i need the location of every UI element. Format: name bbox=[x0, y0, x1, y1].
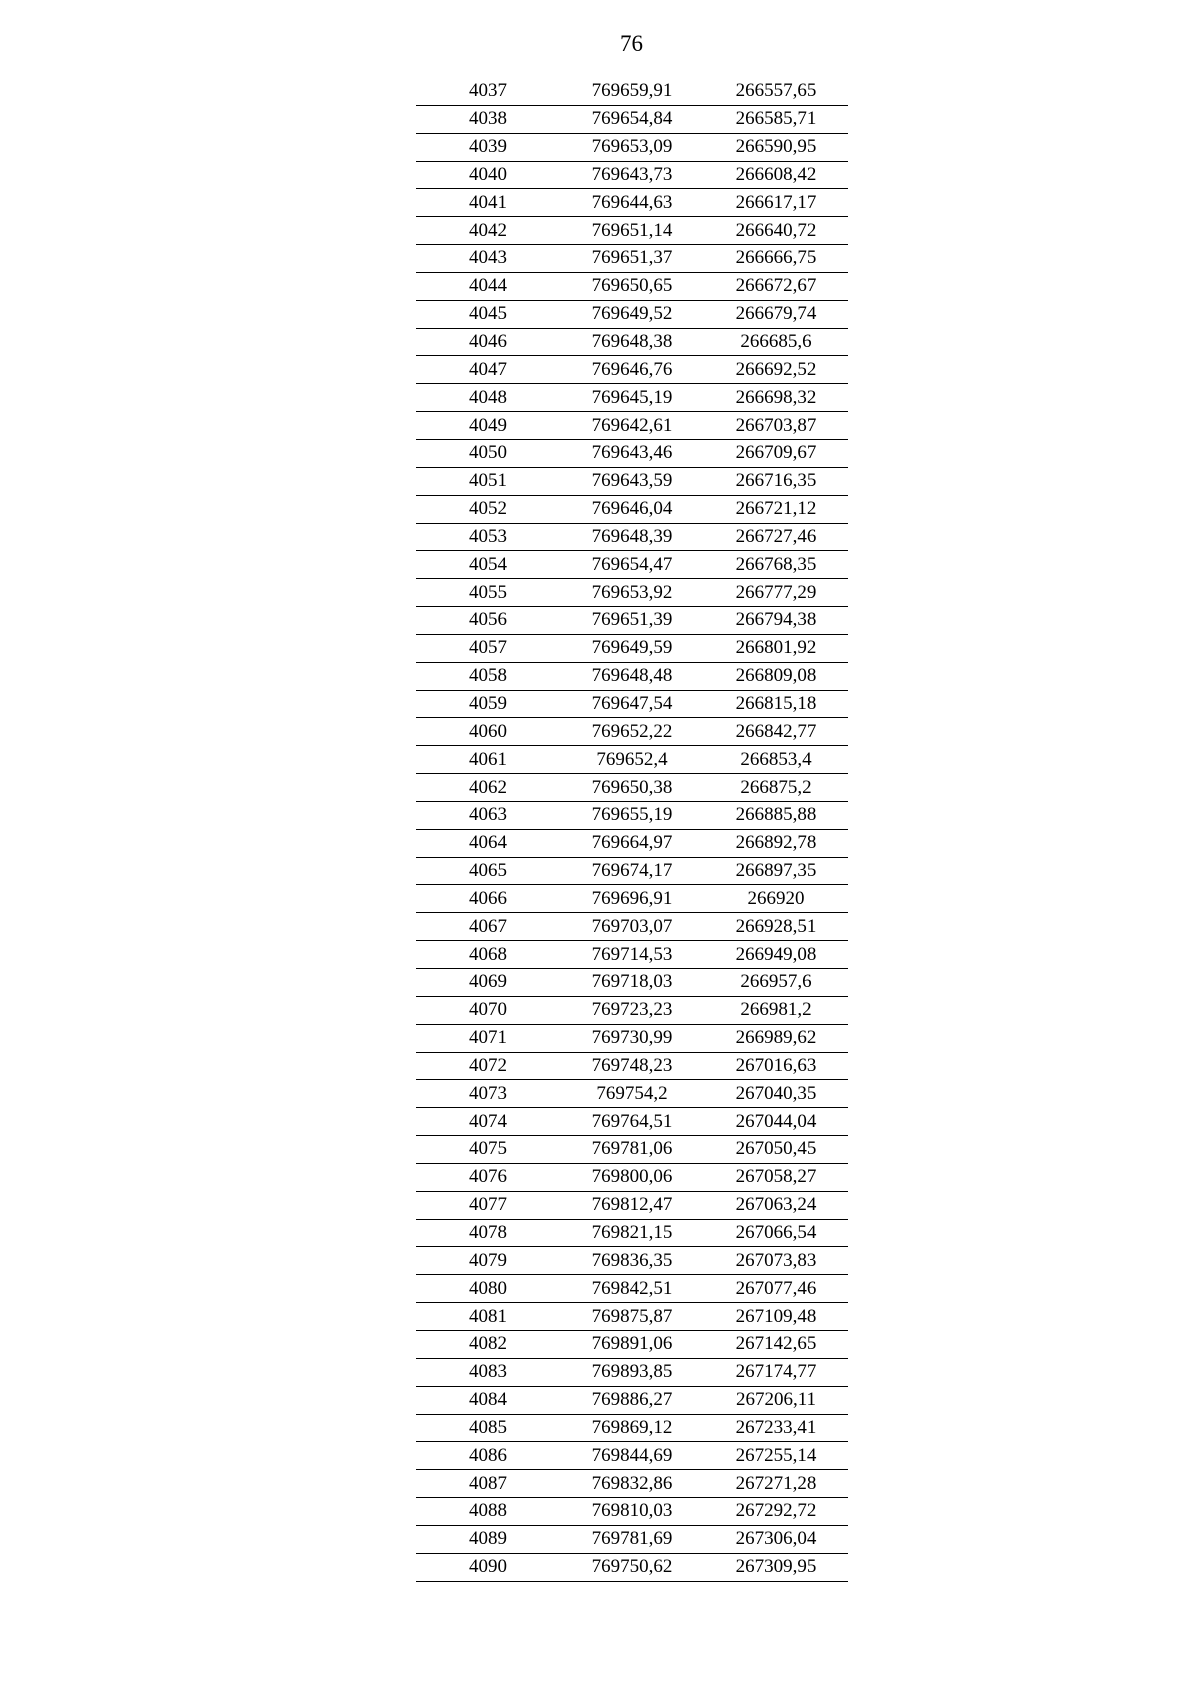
x-coordinate-cell: 769821,15 bbox=[560, 1219, 704, 1247]
y-coordinate-cell: 266885,88 bbox=[704, 801, 848, 829]
table-row bbox=[416, 607, 848, 635]
point-number-cell: 4086 bbox=[416, 1442, 560, 1470]
y-coordinate-cell: 267206,11 bbox=[704, 1386, 848, 1414]
table-row bbox=[416, 495, 848, 523]
x-coordinate-cell: 769643,59 bbox=[560, 467, 704, 495]
table-row bbox=[416, 551, 848, 579]
point-number-cell: 4046 bbox=[416, 328, 560, 356]
x-coordinate-cell: 769674,17 bbox=[560, 857, 704, 885]
x-coordinate-cell: 769836,35 bbox=[560, 1247, 704, 1275]
y-coordinate-cell: 267073,83 bbox=[704, 1247, 848, 1275]
point-number-cell: 4076 bbox=[416, 1163, 560, 1191]
point-number-cell: 4039 bbox=[416, 133, 560, 161]
table-row bbox=[416, 78, 848, 105]
point-number-cell: 4059 bbox=[416, 690, 560, 718]
table-row bbox=[416, 829, 848, 857]
table-row bbox=[416, 996, 848, 1024]
y-coordinate-cell: 266794,38 bbox=[704, 607, 848, 635]
x-coordinate-cell: 769832,86 bbox=[560, 1470, 704, 1498]
y-coordinate-cell: 266727,46 bbox=[704, 523, 848, 551]
y-coordinate-cell: 266842,77 bbox=[704, 718, 848, 746]
point-number-cell: 4054 bbox=[416, 551, 560, 579]
x-coordinate-cell: 769645,19 bbox=[560, 384, 704, 412]
table-row bbox=[416, 1247, 848, 1275]
table-row bbox=[416, 1386, 848, 1414]
point-number-cell: 4064 bbox=[416, 829, 560, 857]
x-coordinate-cell: 769810,03 bbox=[560, 1498, 704, 1526]
y-coordinate-cell: 267063,24 bbox=[704, 1191, 848, 1219]
x-coordinate-cell: 769750,62 bbox=[560, 1553, 704, 1581]
x-coordinate-cell: 769652,4 bbox=[560, 746, 704, 774]
y-coordinate-cell: 266981,2 bbox=[704, 996, 848, 1024]
y-coordinate-cell: 266853,4 bbox=[704, 746, 848, 774]
table-row bbox=[416, 412, 848, 440]
x-coordinate-cell: 769754,2 bbox=[560, 1080, 704, 1108]
x-coordinate-cell: 769647,54 bbox=[560, 690, 704, 718]
table-row bbox=[416, 384, 848, 412]
point-number-cell: 4048 bbox=[416, 384, 560, 412]
table-row bbox=[416, 634, 848, 662]
x-coordinate-cell: 769696,91 bbox=[560, 885, 704, 913]
point-number-cell: 4044 bbox=[416, 272, 560, 300]
y-coordinate-cell: 266801,92 bbox=[704, 634, 848, 662]
point-number-cell: 4084 bbox=[416, 1386, 560, 1414]
point-number-cell: 4074 bbox=[416, 1108, 560, 1136]
x-coordinate-cell: 769844,69 bbox=[560, 1442, 704, 1470]
point-number-cell: 4089 bbox=[416, 1525, 560, 1553]
x-coordinate-cell: 769651,14 bbox=[560, 217, 704, 245]
x-coordinate-cell: 769893,85 bbox=[560, 1358, 704, 1386]
x-coordinate-cell: 769891,06 bbox=[560, 1330, 704, 1358]
point-number-cell: 4043 bbox=[416, 245, 560, 273]
point-number-cell: 4051 bbox=[416, 467, 560, 495]
x-coordinate-cell: 769748,23 bbox=[560, 1052, 704, 1080]
point-number-cell: 4077 bbox=[416, 1191, 560, 1219]
y-coordinate-cell: 266928,51 bbox=[704, 913, 848, 941]
table-row bbox=[416, 161, 848, 189]
table-row bbox=[416, 328, 848, 356]
point-number-cell: 4085 bbox=[416, 1414, 560, 1442]
page-number: 76 bbox=[620, 31, 643, 56]
x-coordinate-cell: 769869,12 bbox=[560, 1414, 704, 1442]
point-number-cell: 4078 bbox=[416, 1219, 560, 1247]
table-row bbox=[416, 857, 848, 885]
table-row bbox=[416, 746, 848, 774]
table-row bbox=[416, 467, 848, 495]
table-row bbox=[416, 356, 848, 384]
table-row bbox=[416, 105, 848, 133]
table-row bbox=[416, 801, 848, 829]
y-coordinate-cell: 267309,95 bbox=[704, 1553, 848, 1581]
x-coordinate-cell: 769653,09 bbox=[560, 133, 704, 161]
x-coordinate-cell: 769648,38 bbox=[560, 328, 704, 356]
table-row bbox=[416, 662, 848, 690]
point-number-cell: 4063 bbox=[416, 801, 560, 829]
point-number-cell: 4056 bbox=[416, 607, 560, 635]
point-number-cell: 4070 bbox=[416, 996, 560, 1024]
y-coordinate-cell: 266989,62 bbox=[704, 1024, 848, 1052]
table-row bbox=[416, 969, 848, 997]
table-row bbox=[416, 1275, 848, 1303]
y-coordinate-cell: 266557,65 bbox=[704, 78, 848, 105]
table-row bbox=[416, 217, 848, 245]
point-number-cell: 4052 bbox=[416, 495, 560, 523]
y-coordinate-cell: 267040,35 bbox=[704, 1080, 848, 1108]
x-coordinate-cell: 769652,22 bbox=[560, 718, 704, 746]
y-coordinate-cell: 266685,6 bbox=[704, 328, 848, 356]
coordinates-table-body bbox=[416, 78, 848, 1581]
point-number-cell: 4068 bbox=[416, 941, 560, 969]
x-coordinate-cell: 769664,97 bbox=[560, 829, 704, 857]
table-row bbox=[416, 690, 848, 718]
table-row bbox=[416, 1108, 848, 1136]
x-coordinate-cell: 769646,76 bbox=[560, 356, 704, 384]
table-row bbox=[416, 189, 848, 217]
x-coordinate-cell: 769642,61 bbox=[560, 412, 704, 440]
x-coordinate-cell: 769886,27 bbox=[560, 1386, 704, 1414]
point-number-cell: 4087 bbox=[416, 1470, 560, 1498]
y-coordinate-cell: 266716,35 bbox=[704, 467, 848, 495]
point-number-cell: 4065 bbox=[416, 857, 560, 885]
y-coordinate-cell: 267233,41 bbox=[704, 1414, 848, 1442]
point-number-cell: 4038 bbox=[416, 105, 560, 133]
coordinates-table bbox=[416, 78, 848, 1582]
point-number-cell: 4090 bbox=[416, 1553, 560, 1581]
point-number-cell: 4088 bbox=[416, 1498, 560, 1526]
y-coordinate-cell: 266815,18 bbox=[704, 690, 848, 718]
point-number-cell: 4040 bbox=[416, 161, 560, 189]
y-coordinate-cell: 266679,74 bbox=[704, 300, 848, 328]
x-coordinate-cell: 769703,07 bbox=[560, 913, 704, 941]
point-number-cell: 4072 bbox=[416, 1052, 560, 1080]
table-row bbox=[416, 885, 848, 913]
point-number-cell: 4060 bbox=[416, 718, 560, 746]
x-coordinate-cell: 769659,91 bbox=[560, 78, 704, 105]
table-row bbox=[416, 1498, 848, 1526]
point-number-cell: 4081 bbox=[416, 1303, 560, 1331]
y-coordinate-cell: 267271,28 bbox=[704, 1470, 848, 1498]
table-row bbox=[416, 1470, 848, 1498]
table-row bbox=[416, 272, 848, 300]
y-coordinate-cell: 267109,48 bbox=[704, 1303, 848, 1331]
point-number-cell: 4079 bbox=[416, 1247, 560, 1275]
point-number-cell: 4067 bbox=[416, 913, 560, 941]
x-coordinate-cell: 769650,38 bbox=[560, 774, 704, 802]
y-coordinate-cell: 266703,87 bbox=[704, 412, 848, 440]
y-coordinate-cell: 266777,29 bbox=[704, 579, 848, 607]
x-coordinate-cell: 769875,87 bbox=[560, 1303, 704, 1331]
y-coordinate-cell: 266698,32 bbox=[704, 384, 848, 412]
table-row bbox=[416, 133, 848, 161]
point-number-cell: 4082 bbox=[416, 1330, 560, 1358]
table-row bbox=[416, 579, 848, 607]
x-coordinate-cell: 769812,47 bbox=[560, 1191, 704, 1219]
table-row bbox=[416, 1080, 848, 1108]
y-coordinate-cell: 267292,72 bbox=[704, 1498, 848, 1526]
y-coordinate-cell: 266957,6 bbox=[704, 969, 848, 997]
x-coordinate-cell: 769643,46 bbox=[560, 439, 704, 467]
y-coordinate-cell: 266709,67 bbox=[704, 439, 848, 467]
y-coordinate-cell: 266640,72 bbox=[704, 217, 848, 245]
x-coordinate-cell: 769653,92 bbox=[560, 579, 704, 607]
point-number-cell: 4083 bbox=[416, 1358, 560, 1386]
y-coordinate-cell: 266585,71 bbox=[704, 105, 848, 133]
y-coordinate-cell: 267306,04 bbox=[704, 1525, 848, 1553]
table-row bbox=[416, 1525, 848, 1553]
table-row bbox=[416, 774, 848, 802]
table-row bbox=[416, 300, 848, 328]
x-coordinate-cell: 769649,59 bbox=[560, 634, 704, 662]
table-row bbox=[416, 941, 848, 969]
table-row bbox=[416, 1330, 848, 1358]
x-coordinate-cell: 769648,48 bbox=[560, 662, 704, 690]
y-coordinate-cell: 266768,35 bbox=[704, 551, 848, 579]
x-coordinate-cell: 769764,51 bbox=[560, 1108, 704, 1136]
x-coordinate-cell: 769646,04 bbox=[560, 495, 704, 523]
table-row bbox=[416, 523, 848, 551]
y-coordinate-cell: 266875,2 bbox=[704, 774, 848, 802]
y-coordinate-cell: 266590,95 bbox=[704, 133, 848, 161]
x-coordinate-cell: 769650,65 bbox=[560, 272, 704, 300]
point-number-cell: 4049 bbox=[416, 412, 560, 440]
point-number-cell: 4058 bbox=[416, 662, 560, 690]
x-coordinate-cell: 769649,52 bbox=[560, 300, 704, 328]
table-row bbox=[416, 1358, 848, 1386]
table-row bbox=[416, 1442, 848, 1470]
x-coordinate-cell: 769800,06 bbox=[560, 1163, 704, 1191]
x-coordinate-cell: 769714,53 bbox=[560, 941, 704, 969]
point-number-cell: 4066 bbox=[416, 885, 560, 913]
point-number-cell: 4073 bbox=[416, 1080, 560, 1108]
y-coordinate-cell: 266692,52 bbox=[704, 356, 848, 384]
point-number-cell: 4062 bbox=[416, 774, 560, 802]
y-coordinate-cell: 267016,63 bbox=[704, 1052, 848, 1080]
table-row bbox=[416, 913, 848, 941]
table-row bbox=[416, 1024, 848, 1052]
x-coordinate-cell: 769781,06 bbox=[560, 1136, 704, 1164]
x-coordinate-cell: 769781,69 bbox=[560, 1525, 704, 1553]
point-number-cell: 4057 bbox=[416, 634, 560, 662]
point-number-cell: 4075 bbox=[416, 1136, 560, 1164]
y-coordinate-cell: 266892,78 bbox=[704, 829, 848, 857]
x-coordinate-cell: 769654,47 bbox=[560, 551, 704, 579]
table-row bbox=[416, 439, 848, 467]
x-coordinate-cell: 769651,39 bbox=[560, 607, 704, 635]
y-coordinate-cell: 266721,12 bbox=[704, 495, 848, 523]
y-coordinate-cell: 266949,08 bbox=[704, 941, 848, 969]
y-coordinate-cell: 266920 bbox=[704, 885, 848, 913]
point-number-cell: 4047 bbox=[416, 356, 560, 384]
point-number-cell: 4042 bbox=[416, 217, 560, 245]
point-number-cell: 4055 bbox=[416, 579, 560, 607]
point-number-cell: 4053 bbox=[416, 523, 560, 551]
y-coordinate-cell: 266809,08 bbox=[704, 662, 848, 690]
x-coordinate-cell: 769723,23 bbox=[560, 996, 704, 1024]
x-coordinate-cell: 769643,73 bbox=[560, 161, 704, 189]
table-row bbox=[416, 1553, 848, 1581]
point-number-cell: 4045 bbox=[416, 300, 560, 328]
x-coordinate-cell: 769842,51 bbox=[560, 1275, 704, 1303]
y-coordinate-cell: 267174,77 bbox=[704, 1358, 848, 1386]
x-coordinate-cell: 769730,99 bbox=[560, 1024, 704, 1052]
table-row bbox=[416, 1303, 848, 1331]
y-coordinate-cell: 267058,27 bbox=[704, 1163, 848, 1191]
point-number-cell: 4037 bbox=[416, 78, 560, 105]
y-coordinate-cell: 267044,04 bbox=[704, 1108, 848, 1136]
table-row bbox=[416, 1136, 848, 1164]
point-number-cell: 4041 bbox=[416, 189, 560, 217]
x-coordinate-cell: 769651,37 bbox=[560, 245, 704, 273]
y-coordinate-cell: 266672,67 bbox=[704, 272, 848, 300]
table-row bbox=[416, 1052, 848, 1080]
y-coordinate-cell: 266608,42 bbox=[704, 161, 848, 189]
x-coordinate-cell: 769644,63 bbox=[560, 189, 704, 217]
y-coordinate-cell: 266897,35 bbox=[704, 857, 848, 885]
y-coordinate-cell: 267142,65 bbox=[704, 1330, 848, 1358]
y-coordinate-cell: 266617,17 bbox=[704, 189, 848, 217]
y-coordinate-cell: 266666,75 bbox=[704, 245, 848, 273]
x-coordinate-cell: 769655,19 bbox=[560, 801, 704, 829]
point-number-cell: 4080 bbox=[416, 1275, 560, 1303]
table-row bbox=[416, 1414, 848, 1442]
y-coordinate-cell: 267050,45 bbox=[704, 1136, 848, 1164]
y-coordinate-cell: 267066,54 bbox=[704, 1219, 848, 1247]
point-number-cell: 4071 bbox=[416, 1024, 560, 1052]
y-coordinate-cell: 267255,14 bbox=[704, 1442, 848, 1470]
table-row bbox=[416, 718, 848, 746]
table-row bbox=[416, 1191, 848, 1219]
table-row bbox=[416, 1219, 848, 1247]
table-row bbox=[416, 1163, 848, 1191]
table-row bbox=[416, 245, 848, 273]
x-coordinate-cell: 769654,84 bbox=[560, 105, 704, 133]
x-coordinate-cell: 769718,03 bbox=[560, 969, 704, 997]
point-number-cell: 4050 bbox=[416, 439, 560, 467]
x-coordinate-cell: 769648,39 bbox=[560, 523, 704, 551]
point-number-cell: 4069 bbox=[416, 969, 560, 997]
y-coordinate-cell: 267077,46 bbox=[704, 1275, 848, 1303]
point-number-cell: 4061 bbox=[416, 746, 560, 774]
